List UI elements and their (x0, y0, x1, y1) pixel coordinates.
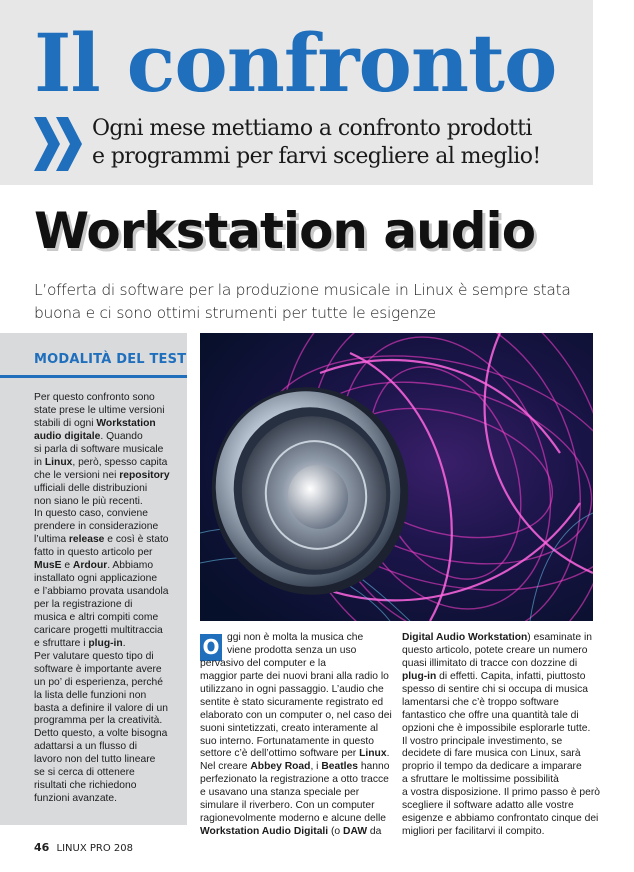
text-line: esigenze e abbiamo confrontato cinque dei (402, 813, 599, 825)
text-line: risultati che richiedono (34, 780, 137, 792)
text-line: Detto questo, a volte bisogna (34, 728, 168, 740)
text-line: settore c’è dell’ottimo software per Linux. (200, 748, 390, 760)
text-line: pervasivo del computer e la (200, 657, 326, 669)
text-line: fatto in questo articolo per (34, 547, 153, 559)
text-line: scegliere il software adatto alle vostre (402, 800, 574, 812)
text-line: per la registrazione di (34, 599, 133, 610)
text-line: viene prodotta senza un uso (227, 644, 357, 656)
text-line: simulare il riverbero. Con un computer (200, 800, 375, 812)
text-line: maggior parte dei nuovi brani alla radio lo (200, 670, 389, 682)
intro-line-1: Ogni mese mettiamo a confronto prodotti (92, 116, 532, 141)
text-line: fantastico che offre una quantità tale di (402, 709, 579, 721)
text-line: ufficiali delle distribuzioni (34, 482, 148, 494)
standfirst-line-2: buona e ci sono ottimi strumenti per tutte le esigenze (34, 304, 436, 322)
article-title: Workstation audio (34, 202, 536, 260)
text-line: plug-in di effetti. Capita, infatti, piuttosto (402, 670, 586, 682)
text-line: migliori per facilitarvi il compito. (402, 826, 545, 838)
text-line: un po’ di esperienza, perché (34, 676, 163, 688)
text-line: programma per la creatività. (34, 715, 163, 727)
sidebar-body-text (34, 392, 182, 806)
sidebar-heading: MODALITÀ DEL TEST (34, 352, 187, 367)
text-line: che le versioni nei repository (34, 469, 170, 481)
standfirst-line-1: L’offerta di software per la produzione musicale in Linux è sempre stata (34, 281, 571, 299)
text-line: e sfruttare i plug-in. (34, 637, 126, 649)
text-line: sentite è stato sicuramente registrato ed (200, 696, 384, 708)
text-line: lavoro non del tutto lineare (34, 754, 156, 766)
text-line: l’ultima release e così è stato (34, 534, 169, 546)
text-line: caricare progetti multitraccia (34, 624, 163, 636)
text-line: e usavano una stanza speciale per (200, 787, 360, 799)
text-line: ggi non è molta la musica che (227, 632, 364, 643)
text-line: adattarsi a un flusso di (34, 741, 138, 753)
text-line: opzioni che è impossibile esplorarle tutte. (402, 722, 591, 734)
text-line: MusE e Ardour. Abbiamo (34, 560, 154, 572)
text-line: a vostra disposizione. Il primo passo è però (402, 787, 601, 799)
magazine-issue: LINUX PRO 208 (56, 843, 133, 854)
text-line: In questo caso, conviene (34, 508, 148, 520)
body-column-1 (200, 632, 390, 839)
text-line: suoni sintetizzati, creato interamente al (200, 722, 378, 734)
page-number: 46 (34, 841, 50, 854)
text-line: non siano le più recenti. (34, 495, 143, 507)
text-line: elaborato con un computer o, nel caso dei (200, 709, 392, 721)
text-line: decidete di fare musica con Linux, sarà (402, 748, 581, 760)
text-line: audio digitale. Quando (34, 430, 143, 442)
text-line: installato ogni applicazione (34, 573, 158, 585)
text-line: quasi illimitato di tracce con dozzine di (402, 657, 578, 669)
text-line: Per questo confronto sono (34, 392, 155, 403)
text-line: in Linux, però, spesso capita (34, 456, 168, 468)
text-line: si parla di software musicale (34, 443, 164, 455)
sidebar-rule (0, 375, 187, 378)
page-footer (34, 841, 133, 854)
text-line: Digital Audio Workstation) esaminate in (402, 632, 592, 643)
speaker-hero-image (200, 333, 593, 621)
section-title: Il confronto (34, 16, 557, 110)
double-chevron-icon (34, 117, 84, 171)
text-line: lamentarsi che c’è troppo software (402, 696, 559, 708)
text-line: proprio il tempo da dedicare a imparare (402, 761, 582, 773)
text-line: Nel creare Abbey Road, i Beatles hanno (200, 761, 390, 773)
text-line: software è importante avere (34, 663, 162, 675)
text-line: spesso di sentire chi si occupa di musica (402, 683, 589, 695)
text-line: Per valutare questo tipo di (34, 650, 154, 662)
text-line: la lista delle funzioni non (34, 689, 147, 701)
text-line: ragionevolmente moderno e alcune delle (200, 813, 387, 825)
text-line: utilizzano in ogni passaggio. L’audio che (200, 683, 384, 695)
intro-line-2: e programmi per farvi scegliere al meglio! (92, 144, 541, 169)
text-line: suo interno. Fortunatamente in questo (200, 735, 375, 747)
text-line: perfezionato la registrazione a otto tracce (200, 774, 389, 786)
text-line: funzioni avanzate. (34, 793, 118, 805)
text-line: questo articolo, potete creare un numero (402, 644, 588, 656)
text-line: basta a definire il valore di un (34, 702, 168, 714)
text-line: se si cerca di ottenere (34, 767, 135, 779)
text-line: stabili di ogni Workstation (34, 417, 156, 429)
text-line: a sfruttare le moltissime possibilità (402, 774, 559, 786)
text-line: Workstation Audio Digitali (o DAW da (200, 826, 382, 838)
text-line: prendere in considerazione (34, 521, 159, 533)
body-column-2 (402, 632, 601, 839)
text-line: Il vostro principale investimento, se (402, 735, 563, 747)
text-line: state prese le ultime versioni (34, 404, 165, 416)
text-line: e l’abbiamo provata usandola (34, 586, 169, 598)
drop-cap: O (200, 634, 222, 661)
text-line: musica e altri compiti come (34, 611, 159, 623)
